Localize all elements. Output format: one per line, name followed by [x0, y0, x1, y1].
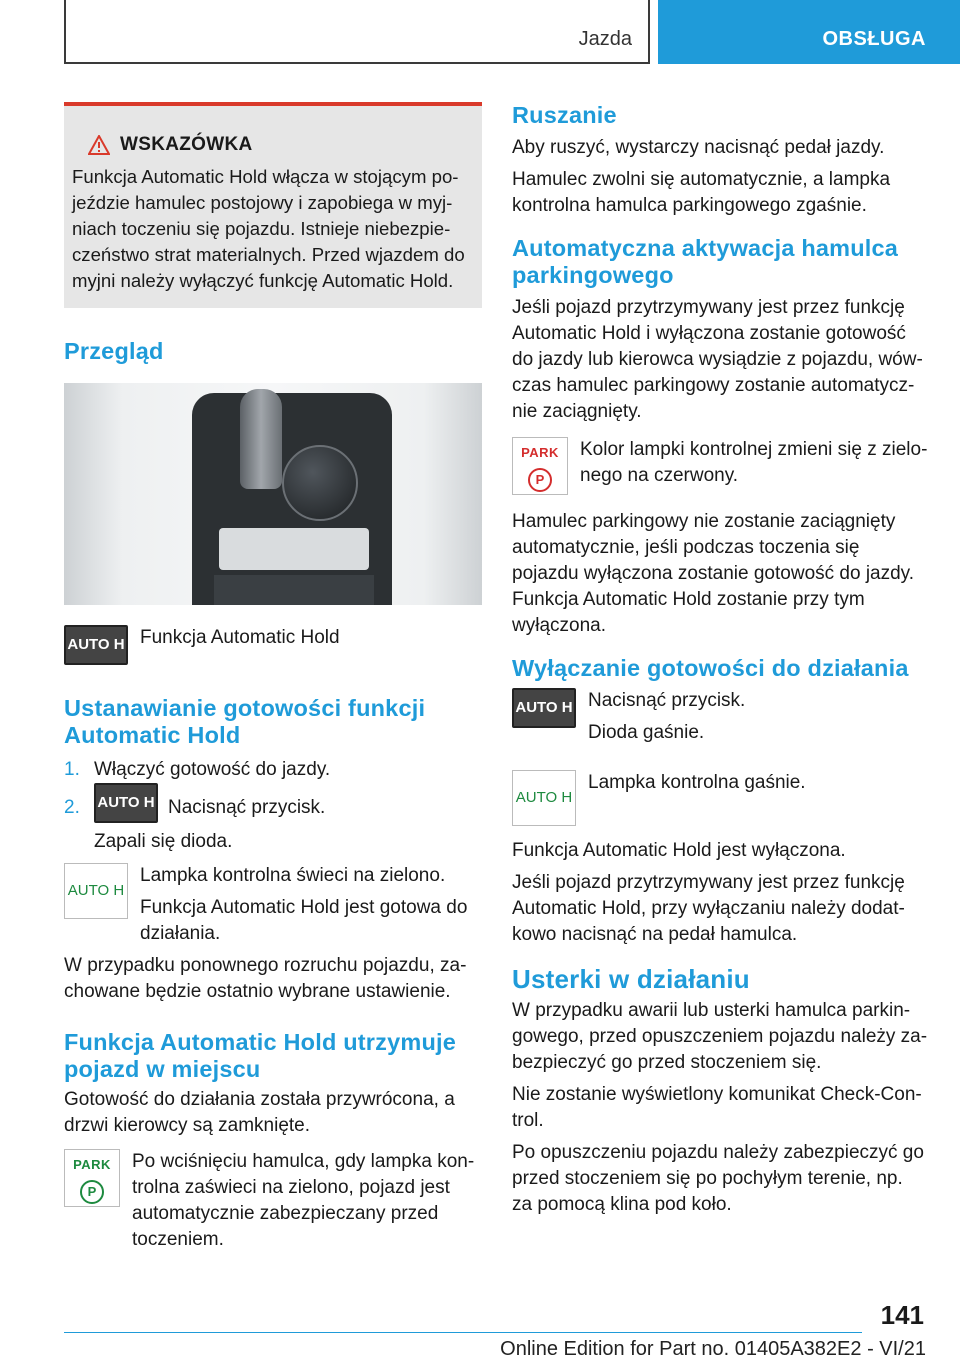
- restart-text: W przypadku ponownego rozruchu pojazdu, zachowane będzie ostatnio wybrane ustawienie.: [64, 955, 467, 1002]
- auto-h-button-icon: AUTO H: [64, 625, 128, 665]
- step-2: [64, 795, 482, 823]
- ready-text: Funkcja Automatic Hold jest gotowa do działania.: [140, 897, 468, 944]
- park-red-text: Kolor lampki kontrolnej zmieni się z zielonego na czerwony.: [580, 439, 928, 486]
- center-console-photo: [64, 383, 482, 605]
- setup-steps: [64, 757, 482, 823]
- header-chapter-tab[interactable]: [658, 0, 960, 64]
- hold-text: Gotowość do działania została przywrócona, a drzwi kierowcy są zamknięte.: [64, 1089, 455, 1136]
- start-text-1: Aby ruszyć, wystarczy nacisnąć pedał jazdy.: [512, 137, 885, 158]
- gear-selector-image: [240, 389, 282, 489]
- park-red-indicator-icon: PARK P: [512, 437, 568, 495]
- diode-off-text: Dioda gaśnie.: [588, 722, 705, 743]
- off-heading: Wyłączanie gotowości do działania: [512, 655, 909, 681]
- left-column: [64, 102, 482, 1253]
- lamp-off-text: Lampka kontrolna gaśnie.: [588, 772, 806, 793]
- auto-h-caption: Funkcja Automatic Hold: [140, 627, 340, 648]
- page-number: 141: [880, 1300, 924, 1330]
- footer-rule: [64, 1332, 862, 1333]
- press-button-text: Nacisnąć przycisk.: [588, 690, 746, 711]
- auto-activation-text: Jeśli pojazd przytrzymywany jest przez funkcję Automatic Hold i wyłączona zostanie gotowość do jazdy lub kierowca wysiądzie z pojazdu, wówczas hamulec parkingowy zostanie automatycznie zaciągnięty.: [512, 297, 923, 422]
- overview-heading: Przegląd: [64, 338, 164, 364]
- warning-triangle-icon: [88, 135, 110, 155]
- fault-text-2: Nie zostanie wyświetlony komunikat Check-Control.: [512, 1084, 922, 1131]
- auto-h-green-indicator-icon: AUTO H: [64, 863, 128, 919]
- no-apply-text: Hamulec parkingowy nie zostanie zaciągnięty automatycznie, jeśli podczas toczenia się pojazdu wyłączona zostanie gotowość do jazdy. Funkcja Automatic Hold zostanie przy tym wyłączona.: [512, 511, 915, 636]
- park-green-indicator-icon: PARK P: [64, 1149, 120, 1207]
- step-number: 1.: [64, 759, 80, 780]
- step-1: [64, 757, 482, 783]
- controller-knob-image: [282, 445, 358, 521]
- footer-edition: Online Edition for Part no. 01405A382E2 - VI/21: [500, 1338, 926, 1360]
- warning-text: Funkcja Automatic Hold włącza w stojącym pojeździe hamulec postojowy i zapobiega w myjniach toczeniu się pojazdu. Istnieje niebezpieczeństwo strat materialnych. Przed wjazdem do myjni należy wyłączyć funkcję Automatic Hold.: [72, 166, 465, 291]
- auto-activation-heading: Automatyczna aktywacja hamulca parkingowego: [512, 235, 899, 288]
- header-chapter-label: OBSŁUGA: [822, 28, 926, 50]
- header-section-box: [64, 0, 650, 64]
- start-text-2: Hamulec zwolni się automatycznie, a lampka kontrolna hamulca parkingowego zgaśnie.: [512, 169, 891, 216]
- step-number: 2.: [64, 797, 80, 818]
- hold-heading: Funkcja Automatic Hold utrzymuje pojazd w miejscu: [64, 1029, 457, 1082]
- warning-title: WSKAZÓWKA: [120, 134, 253, 155]
- step-text: Włączyć gotowość do jazdy.: [94, 759, 331, 780]
- auto-h-button-icon: AUTO H: [512, 688, 576, 728]
- setup-heading: Ustanawianie gotowości funkcji Automatic Hold: [64, 695, 426, 748]
- lamp-green-text: Lampka kontrolna świeci na zielono.: [140, 865, 446, 886]
- step-text: Nacisnąć przycisk.: [168, 797, 326, 818]
- fault-text-3: Po opuszczeniu pojazdu należy zabezpieczyć go przed stoczeniem się po pochyłym terenie, np. za pomocą klina pod koło.: [512, 1142, 924, 1215]
- off-text-2: Jeśli pojazd przytrzymywany jest przez funkcję Automatic Hold, przy wyłączaniu należy dodatkowo nacisnąć na pedał hamulca.: [512, 872, 905, 945]
- right-column: [512, 102, 928, 1224]
- auto-h-button-icon: AUTO H: [94, 783, 158, 823]
- header-section-title: Jazda: [578, 28, 632, 50]
- park-green-text: Po wciśnięciu hamulca, gdy lampka kontrolna zaświeci na zielono, pojazd jest automatycznie zabezpieczany przed toczeniem.: [132, 1151, 475, 1250]
- fault-text-1: W przypadku awarii lub usterki hamulca parkingowego, przed opuszczeniem pojazdu należy zabezpieczyć go przed stoczeniem się.: [512, 1000, 928, 1073]
- auto-h-green-indicator-icon: AUTO H: [512, 770, 576, 826]
- fault-heading: Usterki w działaniu: [512, 964, 750, 994]
- diode-on-text: Zapali się dioda.: [94, 831, 233, 852]
- off-text-1: Funkcja Automatic Hold jest wyłączona.: [512, 840, 846, 861]
- start-heading: Ruszanie: [512, 102, 617, 128]
- warning-box: [64, 102, 482, 308]
